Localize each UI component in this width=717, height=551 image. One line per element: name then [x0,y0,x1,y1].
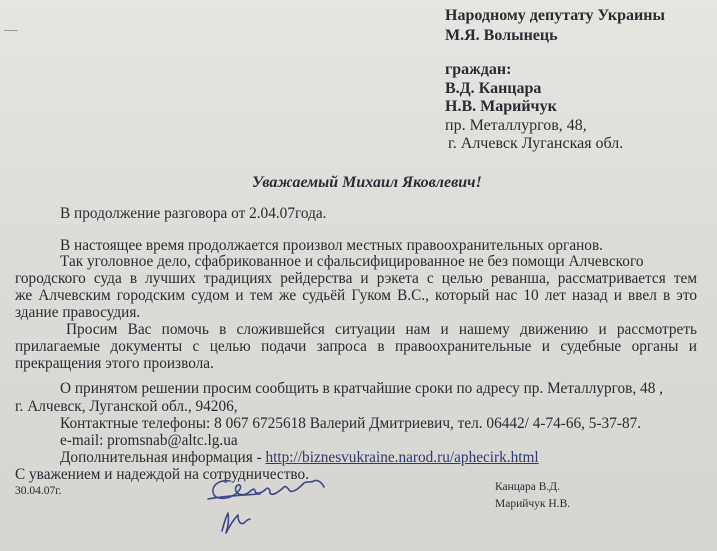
sender-name-2: Н.В. Марийчук [445,98,557,115]
paragraph-4-line-3: прекращения этого произвола. [15,355,214,372]
info-label: Дополнительная информация - [60,449,266,466]
info-line [60,449,539,467]
paragraph-2: В настоящее время продолжается произвол местных правоохранительных органов. [60,237,604,254]
sender-address-1: пр. Металлургов, 48, [445,117,587,134]
paragraph-4-line-1: Просим Вас помочь в сложившейся ситуации нам и нашему движению и рассмотреть [66,321,697,338]
paragraph-3-line-3: же Алчевским городским судом и тем же судьёй Гуком В.С., который нас 10 лет назад и ввел в это [15,287,697,304]
paragraph-5-line-1: О принятом решении просим сообщить в кратчайшие сроки по адресу пр. Металлургов, 48 , [60,380,663,397]
sender-name-1: В.Д. Канцара [445,80,542,97]
paragraph-3-line-2: городского суда в лучших традициях рейдерства и рэкета с целью реванша, рассматривается тем [15,270,697,287]
paragraph-3-line-4: здание правосудия. [15,304,141,321]
signature-stroke-3 [222,513,250,533]
paragraph-1: В продолжение разговора от 2.04.07года. [60,205,327,222]
contact-phones: Контактные телефоны: 8 067 6725618 Валерий Дмитриевич, тел. 06442/ 4-74-66, 5-37-87. [60,415,642,432]
closing-line: С уважением и надеждой на сотрудничество. [15,466,310,483]
recipient-title: Народному депутату Украины [445,7,665,24]
sender-header: граждан: [445,61,512,78]
email-line [60,432,238,450]
paragraph-5-line-2: г. Алчевск, Луганской обл., 94206, [15,398,238,415]
sender-address-2: г. Алчевск Луганская обл. [448,135,624,152]
salutation: Уважаемый Михаил Яковлевич! [252,174,482,191]
info-link[interactable]: http://biznesvukraine.narod.ru/aphecirk.html [265,449,539,466]
letter-date: 30.04.07г. [15,485,62,497]
signer-name-1: Канцара В.Д. [495,481,561,493]
scan-mark [4,30,18,36]
paragraph-4-line-2: прилагаемые документы с целью подачи запроса в правоохранительные и судебные органы и [15,338,697,355]
signer-name-2: Марийчук Н.В. [495,498,571,510]
paragraph-3-line-1: Так уголовное дело, сфабрикованное и сфальсифицированное не без помощи Алчевского [60,253,644,270]
recipient-name: М.Я. Волынець [445,27,558,44]
handwritten-signature [200,475,330,537]
email-link[interactable]: promsnab@altc.lg.ua [107,432,238,449]
email-label: e-mail: [60,432,108,449]
